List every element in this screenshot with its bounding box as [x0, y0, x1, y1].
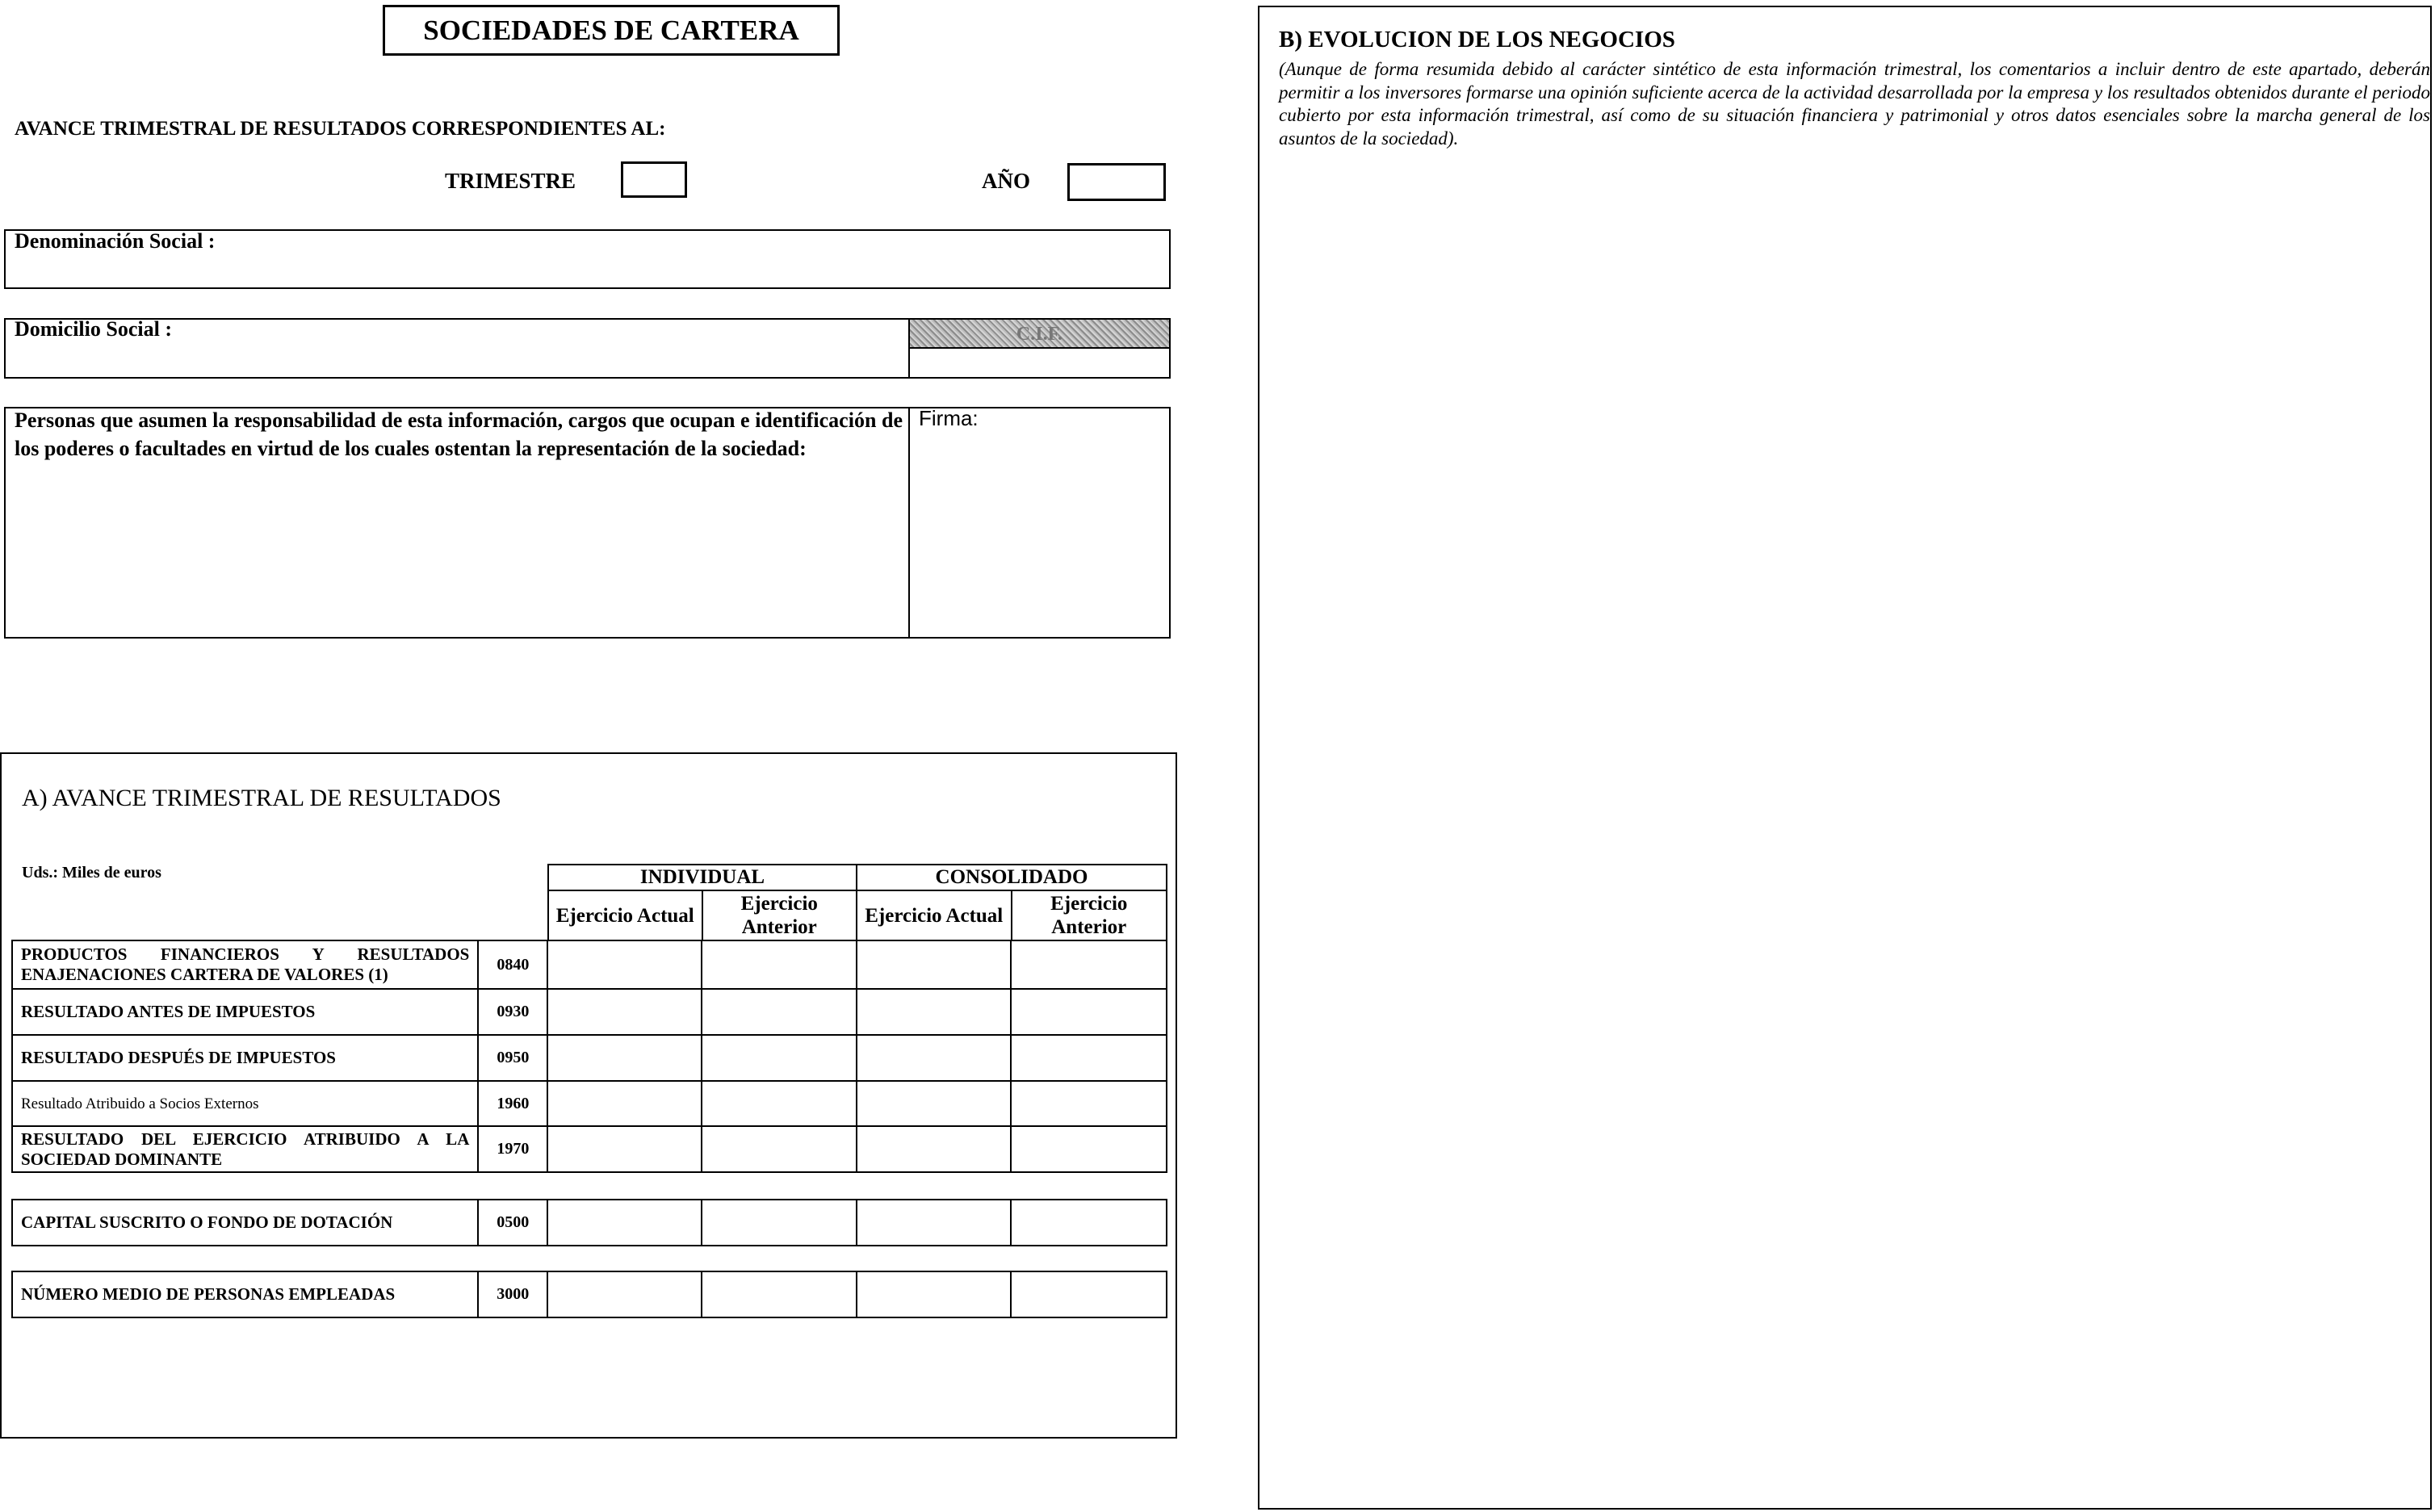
row-code: 0840 [478, 940, 547, 989]
row-code: 1970 [478, 1126, 547, 1172]
table-row [12, 940, 1167, 989]
value-cell[interactable] [857, 1271, 1012, 1317]
value-cell[interactable] [702, 1126, 857, 1172]
row-code: 3000 [478, 1271, 547, 1317]
section-b-title: B) EVOLUCION DE LOS NEGOCIOS [1279, 27, 1675, 52]
value-cell[interactable] [857, 940, 1012, 989]
value-cell[interactable] [1011, 989, 1167, 1035]
value-cell[interactable] [702, 1081, 857, 1126]
row-label: NÚMERO MEDIO DE PERSONAS EMPLEADAS [12, 1271, 478, 1317]
capital-table [11, 1199, 1167, 1246]
responsables-label: Personas que asumen la responsabilidad de esta información, cargos que ocupan e identificación de los poderes o facultades en virtud de los cuales ostentan la representación de la sociedad: [15, 408, 903, 460]
section-b-panel[interactable] [1258, 6, 2432, 1510]
firma-divider [908, 407, 910, 639]
row-label: PRODUCTOS FINANCIEROS Y RESULTADOS ENAJENACIONES CARTERA DE VALORES (1) [12, 940, 478, 989]
trimestre-field[interactable] [621, 161, 687, 198]
row-label: RESULTADO DEL EJERCICIO ATRIBUIDO A LA SOCIEDAD DOMINANTE [12, 1126, 478, 1172]
empleados-table [11, 1271, 1167, 1318]
row-label: RESULTADO ANTES DE IMPUESTOS [12, 989, 478, 1035]
units-label: Uds.: Miles de euros [22, 864, 161, 882]
value-cell[interactable] [547, 1200, 702, 1246]
row-code: 0500 [478, 1200, 547, 1246]
table-row [12, 989, 1167, 1035]
value-cell[interactable] [547, 1271, 702, 1317]
value-cell[interactable] [702, 1200, 857, 1246]
table-row [12, 1035, 1167, 1081]
value-cell[interactable] [547, 1035, 702, 1081]
value-cell[interactable] [702, 1035, 857, 1081]
col-header-cons-anterior: Ejercicio Anterior [1012, 890, 1167, 940]
value-cell[interactable] [857, 989, 1012, 1035]
form-title: SOCIEDADES DE CARTERA [383, 5, 840, 56]
value-cell[interactable] [702, 989, 857, 1035]
row-code: 1960 [478, 1081, 547, 1126]
row-label: CAPITAL SUSCRITO O FONDO DE DOTACIÓN [12, 1200, 478, 1246]
column-headers [547, 864, 1167, 941]
row-label: RESULTADO DESPUÉS DE IMPUESTOS [12, 1035, 478, 1081]
results-table [11, 940, 1167, 1173]
denominacion-label: Denominación Social : [15, 229, 216, 253]
value-cell[interactable] [547, 1081, 702, 1126]
row-code: 0930 [478, 989, 547, 1035]
value-cell[interactable] [547, 989, 702, 1035]
row-code: 0950 [478, 1035, 547, 1081]
form-subtitle: AVANCE TRIMESTRAL DE RESULTADOS CORRESPONDIENTES AL: [15, 118, 666, 140]
value-cell[interactable] [547, 1126, 702, 1172]
col-header-ind-anterior: Ejercicio Anterior [702, 890, 857, 940]
anio-label: AÑO [982, 169, 1030, 193]
table-row [12, 1200, 1167, 1246]
value-cell[interactable] [1011, 1081, 1167, 1126]
value-cell[interactable] [1011, 1035, 1167, 1081]
value-cell[interactable] [547, 940, 702, 989]
value-cell[interactable] [702, 940, 857, 989]
anio-field[interactable] [1067, 163, 1166, 201]
group-header-individual: INDIVIDUAL [548, 865, 857, 890]
table-row [12, 1271, 1167, 1317]
col-header-cons-actual: Ejercicio Actual [857, 890, 1012, 940]
value-cell[interactable] [857, 1126, 1012, 1172]
group-header-consolidado: CONSOLIDADO [857, 865, 1167, 890]
value-cell[interactable] [1011, 1271, 1167, 1317]
value-cell[interactable] [857, 1200, 1012, 1246]
col-header-ind-actual: Ejercicio Actual [548, 890, 702, 940]
row-label: Resultado Atribuido a Socios Externos [12, 1081, 478, 1126]
section-b-description: (Aunque de forma resumida debido al carácter sintético de esta información trimestral, los comentarios a incluir dentro de este apartado, deberán permitir a los inversores formarse una opinión suficiente acerca de la actividad desarrollada por la empresa y los resultados obtenidos durante el periodo cubierto por esta información trimestral, así como de su situación financiera y patrimonial y otros datos esenciales sobre la marcha general de los asuntos de la sociedad). [1279, 59, 2430, 149]
domicilio-label: Domicilio Social : [15, 317, 172, 341]
value-cell[interactable] [1011, 940, 1167, 989]
table-row [12, 1081, 1167, 1126]
cif-label: C.I.F. [910, 320, 1169, 349]
trimestre-label: TRIMESTRE [445, 169, 576, 193]
value-cell[interactable] [857, 1035, 1012, 1081]
firma-label: Firma: [919, 406, 979, 430]
value-cell[interactable] [702, 1271, 857, 1317]
value-cell[interactable] [857, 1081, 1012, 1126]
value-cell[interactable] [1011, 1200, 1167, 1246]
table-row [12, 1126, 1167, 1172]
section-a-title: A) AVANCE TRIMESTRAL DE RESULTADOS [22, 785, 501, 811]
value-cell[interactable] [1011, 1126, 1167, 1172]
